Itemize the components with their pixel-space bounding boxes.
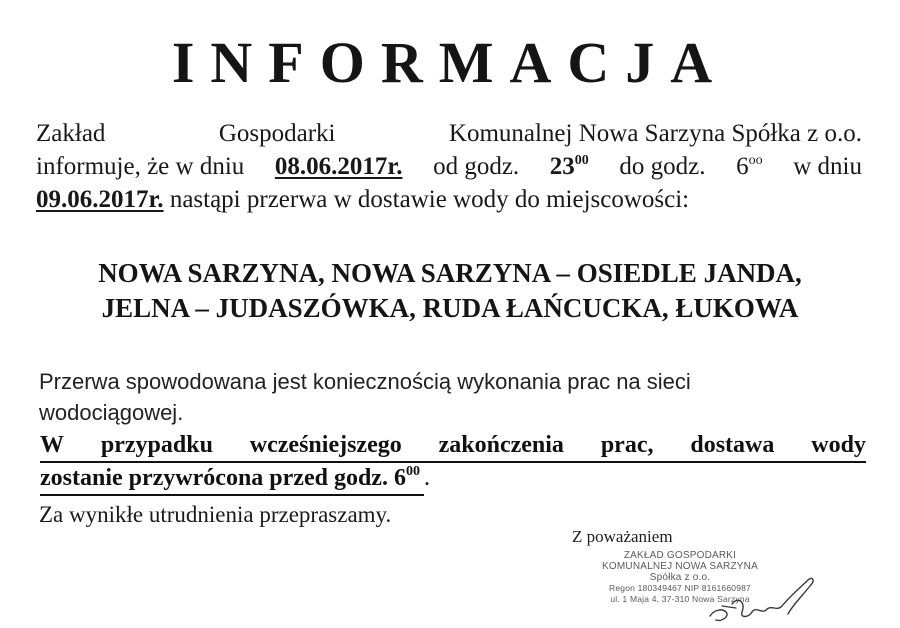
intro-word-1: Zakład — [36, 120, 106, 147]
early-end-minutes: 00 — [405, 464, 420, 479]
intro-paragraph — [36, 117, 862, 216]
hour-from-value: 23 — [549, 153, 575, 180]
early-end-line-2-text: zostanie przywrócona przed godz. 6 — [40, 465, 406, 491]
intro-line-2 — [36, 150, 862, 183]
handwritten-signature-icon — [692, 566, 822, 626]
stamp-line-2: KOMUNALNEJ NOWA SARZYNA — [602, 561, 758, 572]
early-end-line-1 — [40, 430, 866, 463]
hour-to-value: 6 — [736, 153, 749, 180]
early-word-5: prac, — [600, 432, 654, 458]
hour-from — [550, 150, 589, 183]
hour-from-minutes: 00 — [574, 153, 589, 168]
intro-text-od-godz: od godz. — [433, 153, 520, 180]
hour-to-minutes: oo — [748, 153, 763, 168]
early-word-3: wcześniejszego — [249, 432, 402, 458]
stamp-line-5: ul. 1 Maja 4, 37-310 Nowa Sarzyna — [610, 594, 750, 604]
hour-to — [736, 150, 763, 183]
reason-line-1: Przerwa spowodowana jest koniecznością wykonania prac na sieci — [39, 369, 691, 394]
intro-line-1 — [36, 117, 862, 150]
closing-regards: Z poważaniem — [572, 527, 673, 546]
early-end-period: . — [423, 465, 430, 491]
places-line-1: NOWA SARZYNA, NOWA SARZYNA – OSIEDLE JANDA, — [98, 258, 802, 288]
intro-text-do-godz: do godz. — [619, 153, 706, 180]
intro-text-informuje: informuje, że w dniu — [36, 153, 245, 180]
early-word-6: dostawa — [690, 432, 775, 458]
apology-text: Za wynikłe utrudnienia przepraszamy. — [39, 502, 392, 527]
early-end-line-2-wrap — [40, 463, 866, 496]
early-word-7: wody — [811, 432, 866, 458]
intro-word-2: Gospodarki — [218, 120, 336, 147]
affected-places — [0, 256, 900, 326]
stamp-line-4: Regon 180349467 NIP 8161660987 — [609, 583, 751, 593]
early-word-2: przypadku — [100, 432, 213, 458]
intro-text-nastapi: nastąpi przerwa w dostawie wody do miejscowości: — [169, 186, 690, 213]
intro-text-w-dniu: w dniu — [793, 153, 862, 180]
early-word-4: zakończenia — [438, 432, 564, 458]
intro-line-3 — [36, 183, 862, 216]
stamp-line-1: ZAKŁAD GOSPODARKI — [623, 550, 737, 561]
early-end-line-2 — [40, 463, 424, 496]
page-title: INFORMACJA — [171, 30, 729, 95]
reason-paragraph — [39, 366, 839, 428]
early-end-notice — [40, 430, 866, 496]
reason-line-2: wodociągowej. — [39, 400, 184, 425]
intro-word-3: Komunalnej Nowa Sarzyna Spółka z o.o. — [448, 120, 862, 147]
date-from: 08.06.2017r. — [274, 153, 403, 180]
stamp-line-3: Spółka z o.o. — [649, 572, 711, 583]
date-to: 09.06.2017r. — [36, 186, 164, 213]
early-word-1: W — [40, 432, 64, 458]
places-line-2: JELNA – JUDASZÓWKA, RUDA ŁAŃCUCKA, ŁUKOWA — [101, 293, 799, 323]
